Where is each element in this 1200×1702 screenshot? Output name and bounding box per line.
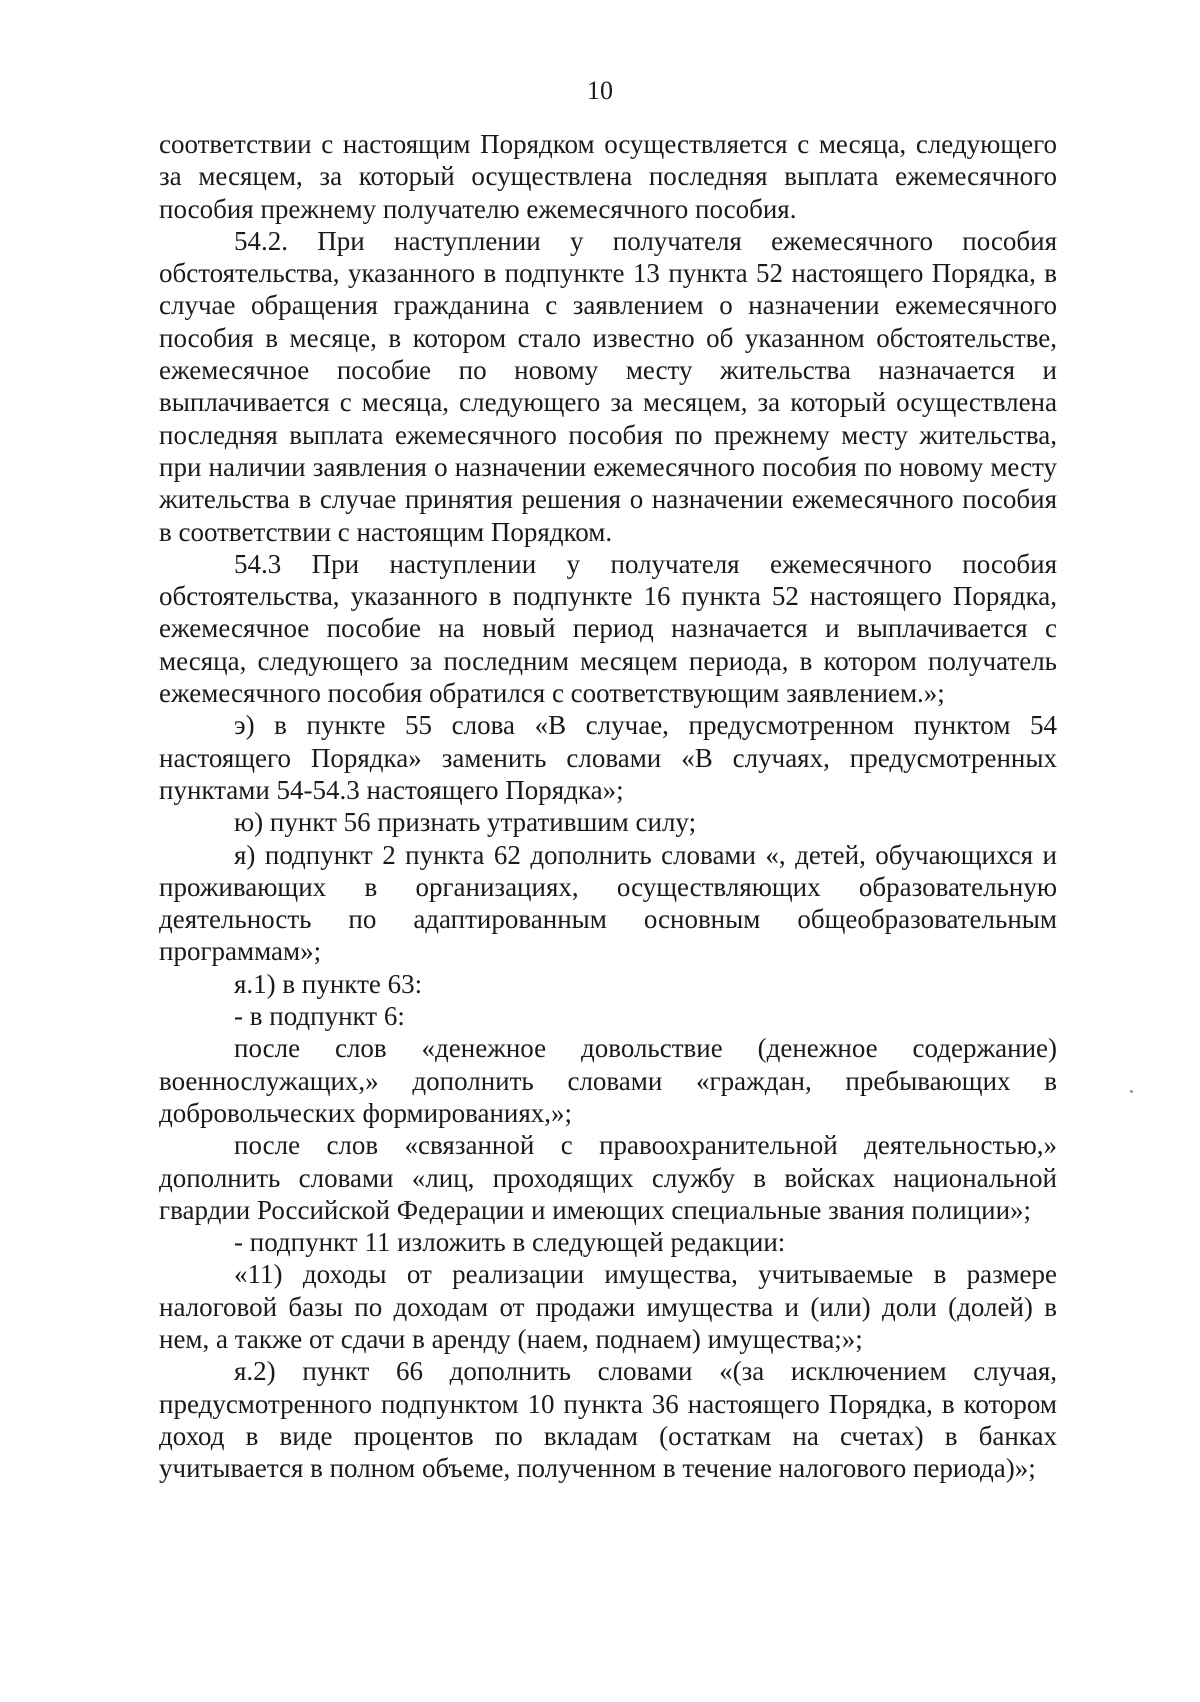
- paragraph-amendment-1: после слов «денежное довольствие (денежное содержание) военнослужащих,» дополнить словами «граждан, пребывающих в добровольческих формированиях,»;: [159, 1033, 1057, 1128]
- scan-speck: [1130, 1090, 1133, 1093]
- paragraph-item-ya-2: я.2) пункт 66 дополнить словами «(за исключением случая, предусмотренного подпунктом 10 пункта 36 настоящего Порядка, в котором доход в виде процентов по вкладам (остаткам на счетах) в банках учитывается в полном объеме, полученном в течение налогового периода)»;: [159, 1356, 1057, 1484]
- paragraph-item-ya-1: я.1) в пункте 63:: [234, 968, 423, 999]
- document-body: [159, 128, 1057, 1484]
- paragraph-subitem-6: - в подпункт 6:: [234, 1001, 405, 1032]
- paragraph-continuation: соответствии с настоящим Порядком осуществляется с месяца, следующего за месяцем, за который осуществлена последняя выплата ежемесячного пособия прежнему получателю ежемесячного пособия.: [159, 129, 1057, 224]
- paragraph-subitem-11-text: «11) доходы от реализации имущества, учитываемые в размере налоговой базы по доходам от продажи имущества и (или) доли (долей) в нем, а также от сдачи в аренду (наем, поднаем) имущества;»;: [159, 1259, 1057, 1354]
- paragraph-item-ya: я) подпункт 2 пункта 62 дополнить словами «, детей, обучающихся и проживающих в организациях, осуществляющих образовательную деятельность по адаптированным основным общеобразовательным программам»;: [159, 839, 1057, 967]
- paragraph-amendment-2: после слов «связанной с правоохранительной деятельностью,» дополнить словами «лиц, проходящих службу в войсках национальной гвардии Российской Федерации и имеющих специальные звания полиции»;: [159, 1130, 1057, 1225]
- page-number: 10: [587, 76, 613, 105]
- paragraph-item-yu: ю) пункт 56 признать утратившим силу;: [234, 807, 697, 838]
- paragraph-item-e: э) в пункте 55 слова «В случае, предусмотренном пунктом 54 настоящего Порядка» заменить словами «В случаях, предусмотренных пунктами 54-54.3 настоящего Порядка»;: [159, 710, 1057, 805]
- paragraph-54-2: 54.2. При наступлении у получателя ежемесячного пособия обстоятельства, указанного в подпункте 13 пункта 52 настоящего Порядка, в случае обращения гражданина с заявлением о назначении ежемесячного пособия в месяце, в котором стало известно об указанном обстоятельстве, ежемесячное пособие по новому месту жительства назначается и выплачивается с месяца, следующего за месяцем, за который осуществлена последняя выплата ежемесячного пособия по прежнему месту жительства, при наличии заявления о назначении ежемесячного пособия по новому месту жительства в случае принятия решения о назначении ежемесячного пособия в соответствии с настоящим Порядком.: [159, 225, 1057, 547]
- paragraph-54-3: 54.3 При наступлении у получателя ежемесячного пособия обстоятельства, указанного в подпункте 16 пункта 52 настоящего Порядка, ежемесячное пособие на новый период назначается и выплачивается с месяца, следующего за последним месяцем периода, в котором получатель ежемесячного пособия обратился с соответствующим заявлением.»;: [159, 548, 1057, 709]
- paragraph-subitem-11: - подпункт 11 изложить в следующей редакции:: [234, 1227, 786, 1258]
